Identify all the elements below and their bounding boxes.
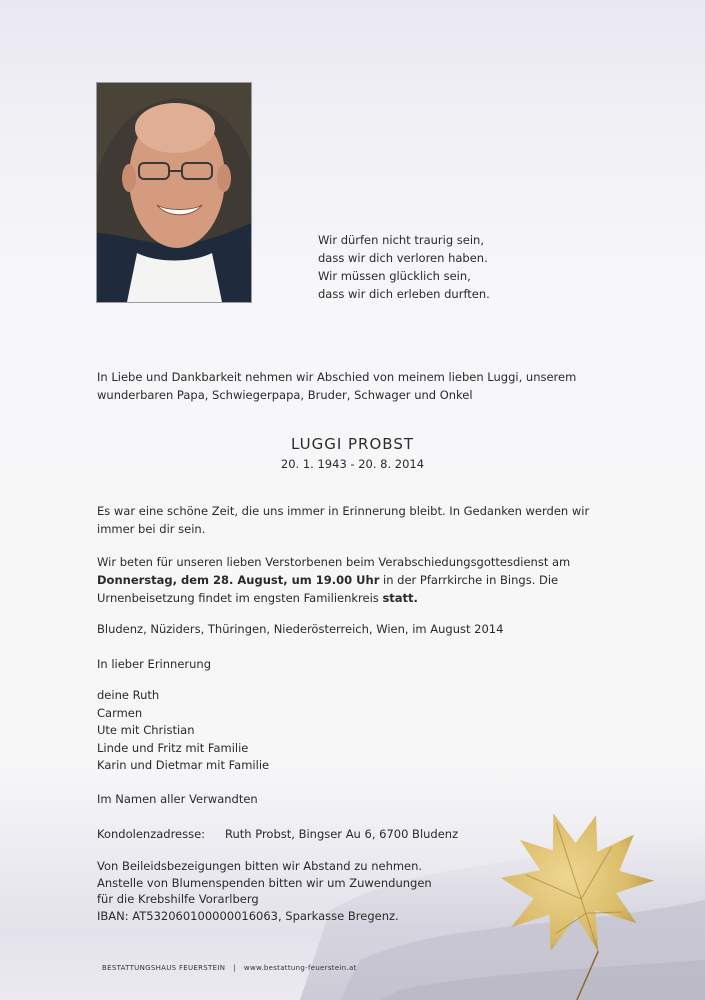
note-line: IBAN: AT532060100000016063, Sparkasse Bregenz. — [97, 908, 399, 923]
life-dates: 20. 1. 1943 - 20. 8. 2014 — [280, 457, 425, 471]
poem-line: dass wir dich erleben durften. — [318, 287, 490, 301]
footer-separator: | — [233, 964, 236, 972]
signer: Carmen — [97, 705, 143, 720]
poem-line: dass wir dich verloren haben. — [318, 251, 488, 265]
place-date: Bludenz, Nüziders, Thüringen, Niederösterreich, Wien, im August 2014 — [97, 622, 504, 636]
donation-notes — [97, 858, 432, 924]
signer: Ute mit Christian — [97, 723, 195, 738]
signer: Linde und Fritz mit Familie — [97, 740, 249, 755]
funeral-home-name: BESTATTUNGSHAUS FEUERSTEIN — [102, 964, 226, 972]
intro-text: In Liebe und Dankbarkeit nehmen wir Abschied von meinem lieben Luggi, unserem wunderbaren Papa, Schwiegerpapa, Bruder, Schwager und Onkel — [97, 370, 577, 402]
funeral-home-website: www.bestattung-feuerstein.at — [243, 964, 357, 972]
condolence-value: Ruth Probst, Bingser Au 6, 6700 Bludenz — [225, 827, 459, 841]
service-text-end: statt. — [382, 591, 418, 605]
poem — [318, 231, 490, 303]
signer: deine Ruth — [97, 688, 160, 702]
poem-line: Wir dürfen nicht traurig sein, — [318, 233, 484, 247]
footer — [102, 964, 357, 972]
signer: Karin und Dietmar mit Familie — [97, 758, 270, 773]
poem-line: Wir müssen glücklich sein, — [318, 269, 471, 283]
note-line: Von Beileidsbezeigungen bitten wir Abstand zu nehmen. — [97, 859, 423, 873]
portrait-photo — [96, 82, 252, 303]
service-text-before: Wir beten für unseren lieben Verstorbenen beim Verabschiedungsgottesdienst am — [97, 555, 571, 569]
signers-list — [97, 687, 269, 775]
note-line: Anstelle von Blumenspenden bitten wir um Zuwendungen — [97, 875, 432, 890]
condolence-label: Kondolenzadresse: — [97, 827, 206, 841]
service-paragraph — [97, 553, 612, 607]
service-text-middle: in der Pfarrkirche in Bings. Die Urnenbeisetzung findet im engsten Familienkreis — [97, 573, 559, 605]
service-date-time: Donnerstag, dem 28. August, um 19.00 Uhr — [97, 573, 380, 587]
condolence-address — [97, 825, 458, 843]
deceased-name: LUGGI PROBST — [290, 435, 414, 453]
memory-paragraph: Es war eine schöne Zeit, die uns immer in Erinnerung bleibt. In Gedanken werden wir immer bei dir sein. — [97, 504, 590, 536]
greeting: In lieber Erinnerung — [97, 657, 212, 671]
relatives-line: Im Namen aller Verwandten — [97, 792, 258, 806]
note-line: für die Krebshilfe Vorarlberg — [97, 892, 259, 906]
